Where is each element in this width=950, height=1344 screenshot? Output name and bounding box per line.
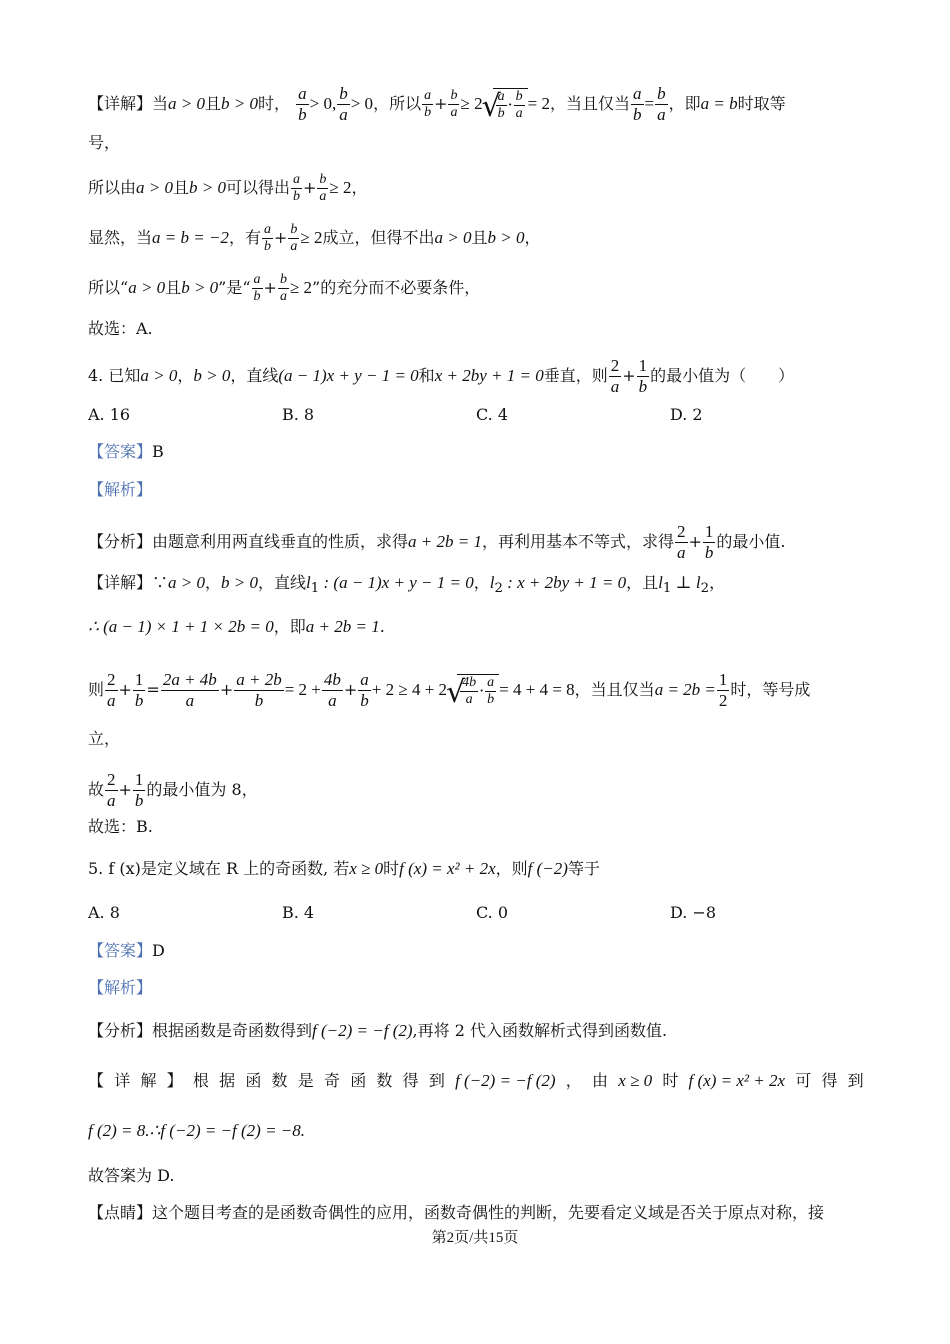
option-a: A. 16 bbox=[88, 405, 131, 424]
option-b: B. 8 bbox=[282, 405, 315, 424]
detail-line-1-cont: 号， bbox=[88, 133, 121, 152]
paragraph-2: 所以由a > 0且b > 0可以得出 $\frac{a}{b}$ + $\frac{b}{a}$ ≥ 2， bbox=[88, 172, 368, 204]
detail-4-line-3-cont: 立， bbox=[88, 729, 121, 748]
option-c: C. 4 bbox=[476, 405, 509, 424]
detail-4-line-3: 则 $\frac{2}{a}$ + $\frac{1}{b}$ = $\frac{2a + 4b}{a}$ + $\frac{a + 2b}{b}$ = 2 + $\frac{4b}{a}$ + $\frac{a}{b}$ + 2 ≥ 4 + 2 √ $\frac{4b}{a}$ · $\frac{a}{b}$ = 4 + 4 = 8，当且仅当a = 2b = $\frac{1}{2}$ 时，等号成 bbox=[88, 670, 864, 711]
analyze-5: 【分析】根据函数是奇函数得到f (−2) = −f (2),再将 2 代入函数解析式得到函数值. bbox=[88, 1021, 668, 1040]
paragraph-4: 所以“a > 0且b > 0”是“ $\frac{a}{b}$ + $\frac{b}{a}$ ≥ 2”的充分而不必要条件， bbox=[88, 272, 481, 304]
question-4-options bbox=[88, 404, 864, 426]
analysis-5-tag: 【解析】 bbox=[88, 978, 153, 997]
question-4-stem: 4. 已知a > 0，b > 0，直线(a − 1)x + y − 1 = 0和x + 2by + 1 = 0垂直，则 $\frac{2}{a}$ + $\frac{1}{b}$ 的最小值为（ ） bbox=[88, 356, 795, 396]
question-5-options bbox=[88, 902, 864, 924]
detail-line-1: 【详解】当a > 0且b > 0时， $\frac{a}{b}$ > 0, $\frac{b}{a}$ > 0，所以 $\frac{a}{b}$ + $\frac{b}{a}$ ≥ 2 √ $\frac{a}{b}$ · $\frac{b}{a}$ = 2，当且仅当 $\frac{a}{b}$ = $\frac{b}{a}$ ，即a = b时取等 bbox=[88, 84, 864, 125]
option-b: B. 4 bbox=[282, 903, 315, 922]
detail-5-line-2: f (2) = 8.∴f (−2) = −f (2) = −8. bbox=[88, 1121, 306, 1140]
answer-4: 【答案】B bbox=[88, 442, 164, 461]
detail-4-line-1: 【详解】∵a > 0，b > 0，直线$l_1$ : (a − 1)x + y − 1 = 0，$l_2$ : x + 2by + 1 = 0，且$l_1$ ⊥ $l_2$， bbox=[88, 573, 726, 597]
option-d: D. 2 bbox=[670, 405, 703, 424]
detail-4-line-2: ∴ (a − 1) × 1 + 1 × 2b = 0，即a + 2b = 1. bbox=[88, 617, 385, 636]
detail-4-line-4: 故 $\frac{2}{a}$ + $\frac{1}{b}$ 的最小值为 8， bbox=[88, 770, 258, 810]
option-a: A. 8 bbox=[88, 903, 120, 922]
conclusion-a: 故选：A. bbox=[88, 319, 153, 338]
point-5: 【点睛】这个题目考查的是函数奇偶性的应用，函数奇偶性的判断，先要看定义域是否关于原点对称，接 bbox=[88, 1203, 825, 1222]
analysis-4-tag: 【解析】 bbox=[88, 480, 153, 499]
answer-5: 【答案】D bbox=[88, 941, 165, 960]
conclusion-b: 故选：B. bbox=[88, 817, 153, 836]
analyze-4: 【分析】由题意利用两直线垂直的性质，求得a + 2b = 1，再利用基本不等式，求得 $\frac{2}{a}$ + $\frac{1}{b}$ 的最小值. bbox=[88, 522, 786, 562]
conclusion-d: 故答案为 D. bbox=[88, 1166, 175, 1185]
question-5-stem: 5. f (x)是定义域在 R 上的奇函数, 若x ≥ 0时f (x) = x² + 2x，则f (−2)等于 bbox=[88, 859, 600, 878]
detail-5-line-1: 【 详 解 】 根 据 函 数 是 奇 函 数 得 到 f (−2) = −f (2) ， 由 x ≥ 0 时 f (x) = x² + 2x 可 得 到 bbox=[88, 1071, 864, 1090]
paragraph-3: 显然，当a = b = −2，有 $\frac{a}{b}$ + $\frac{b}{a}$ ≥ 2成立，但得不出a > 0且b > 0， bbox=[88, 222, 541, 254]
option-d: D. −8 bbox=[670, 903, 717, 922]
page-footer: 第2页/共15页 bbox=[431, 1230, 519, 1246]
option-c: C. 0 bbox=[476, 903, 509, 922]
